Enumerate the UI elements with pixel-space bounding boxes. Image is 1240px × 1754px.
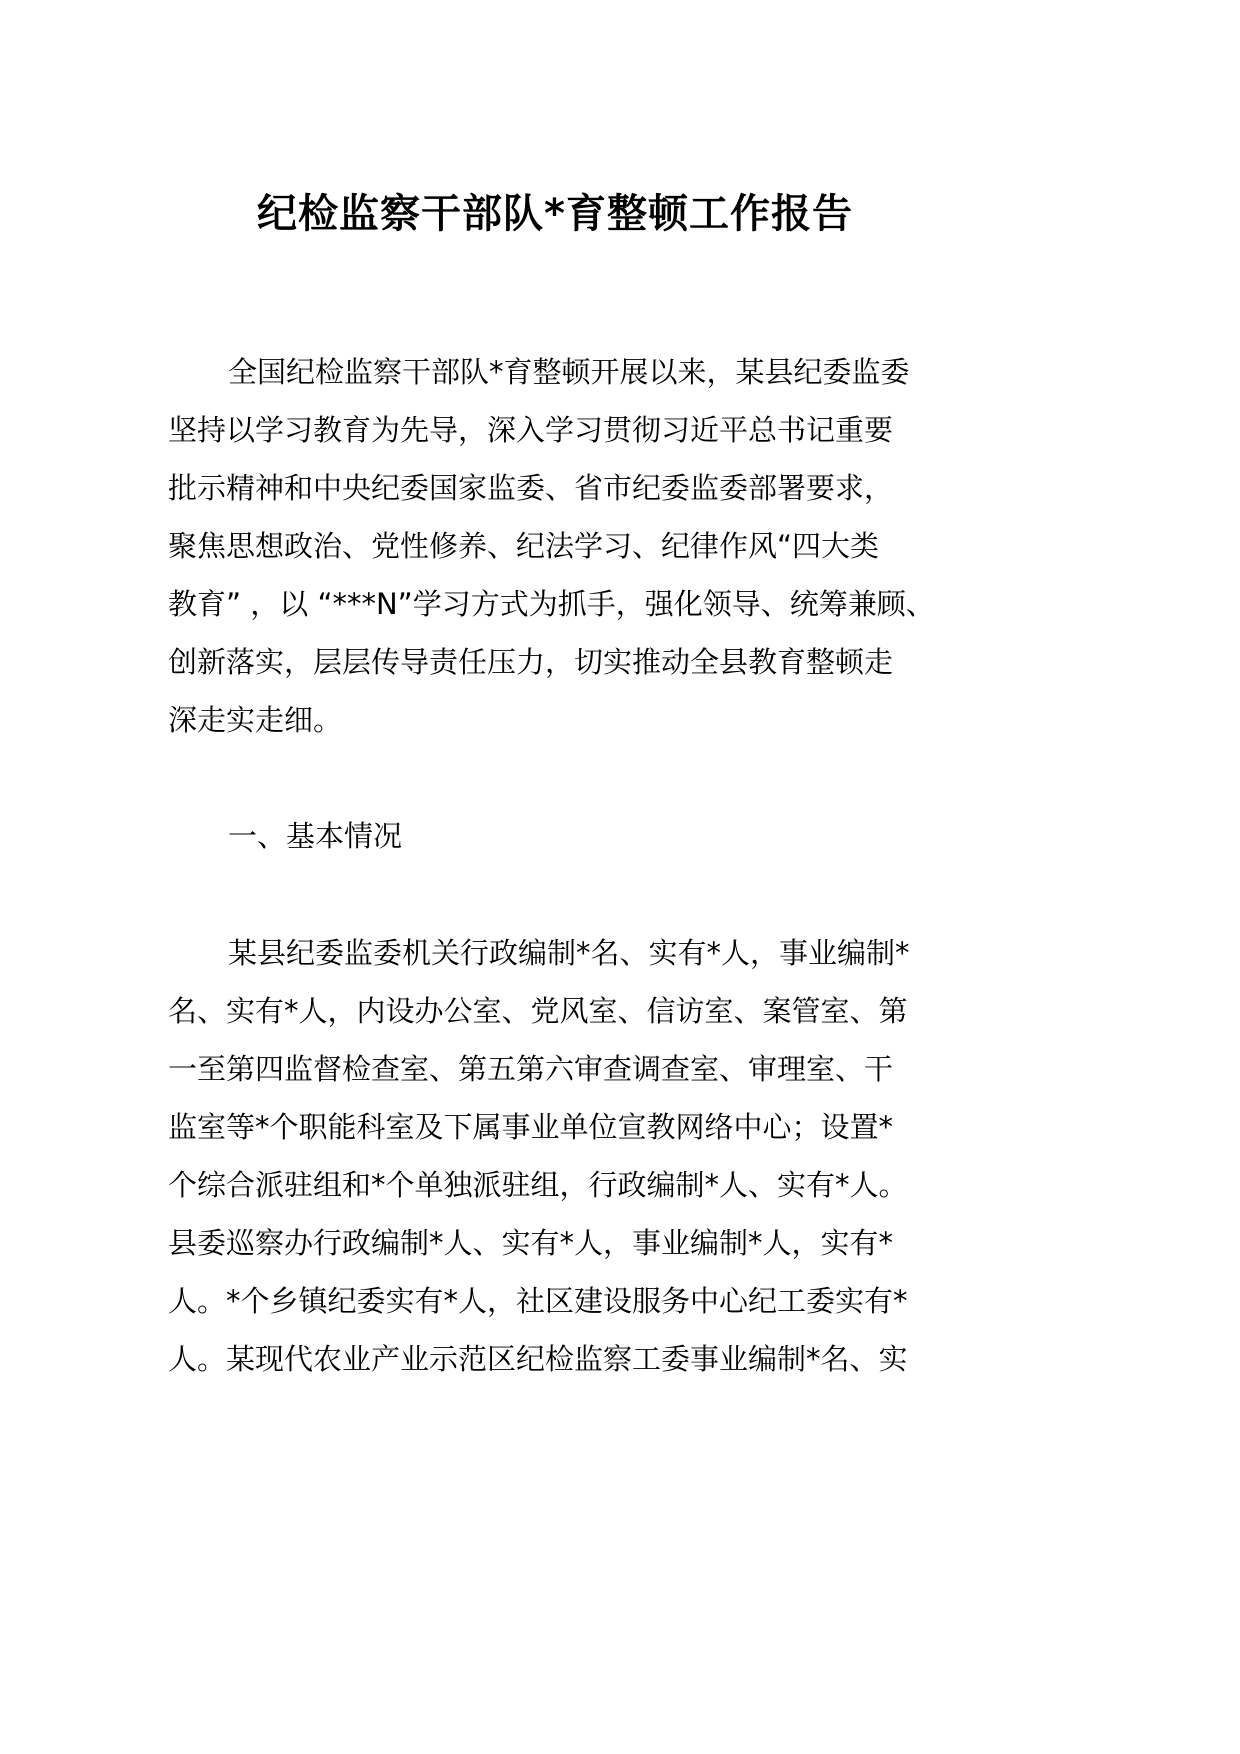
text-line: 监室等*个职能科室及下属事业单位宣教网络中心；设置* bbox=[168, 1110, 894, 1144]
text-line: 全国纪检监察干部队*育整顿开展以来，某县纪委监委 bbox=[228, 355, 910, 389]
text-line: 名、实有*人，内设办公室、党风室、信访室、案管室、第 bbox=[168, 994, 908, 1028]
text-line: 坚持以学习教育为先导，深入学习贯彻习近平总书记重要 bbox=[168, 413, 894, 447]
text-line: 教育” ，以 “***N”学习方式为抓手，强化领导、统筹兼顾、 bbox=[168, 587, 935, 621]
text-line: 一至第四监督检查室、第五第六审查调查室、审理室、干 bbox=[168, 1052, 894, 1086]
text-line: 人。某现代农业产业示范区纪检监察工委事业编制*名、实 bbox=[168, 1342, 908, 1376]
text-line: 聚焦思想政治、党性修养、纪法学习、纪律作风“四大类 bbox=[168, 529, 880, 563]
text-line: 县委巡察办行政编制*人、实有*人，事业编制*人，实有* bbox=[168, 1226, 894, 1260]
section-heading bbox=[168, 807, 1068, 865]
document-title: 纪检监察干部队*育整顿工作报告 bbox=[257, 191, 853, 237]
text-line: 深走实走细。 bbox=[168, 703, 343, 737]
text-line: 某县纪委监委机关行政编制*名、实有*人，事业编制* bbox=[228, 936, 910, 970]
intro-paragraph bbox=[168, 343, 1068, 749]
text-line: 创新落实，层层传导责任压力，切实推动全县教育整顿走 bbox=[168, 645, 894, 679]
text-line: 批示精神和中央纪委国家监委、省市纪委监委部署要求， bbox=[168, 471, 894, 505]
basic-info-paragraph bbox=[168, 924, 1068, 1388]
section-heading-text: 一、基本情况 bbox=[228, 819, 403, 853]
text-line: 个综合派驻组和*个单独派驻组，行政编制*人、实有*人。 bbox=[168, 1168, 908, 1202]
text-line: 人。*个乡镇纪委实有*人，社区建设服务中心纪工委实有* bbox=[168, 1284, 908, 1318]
